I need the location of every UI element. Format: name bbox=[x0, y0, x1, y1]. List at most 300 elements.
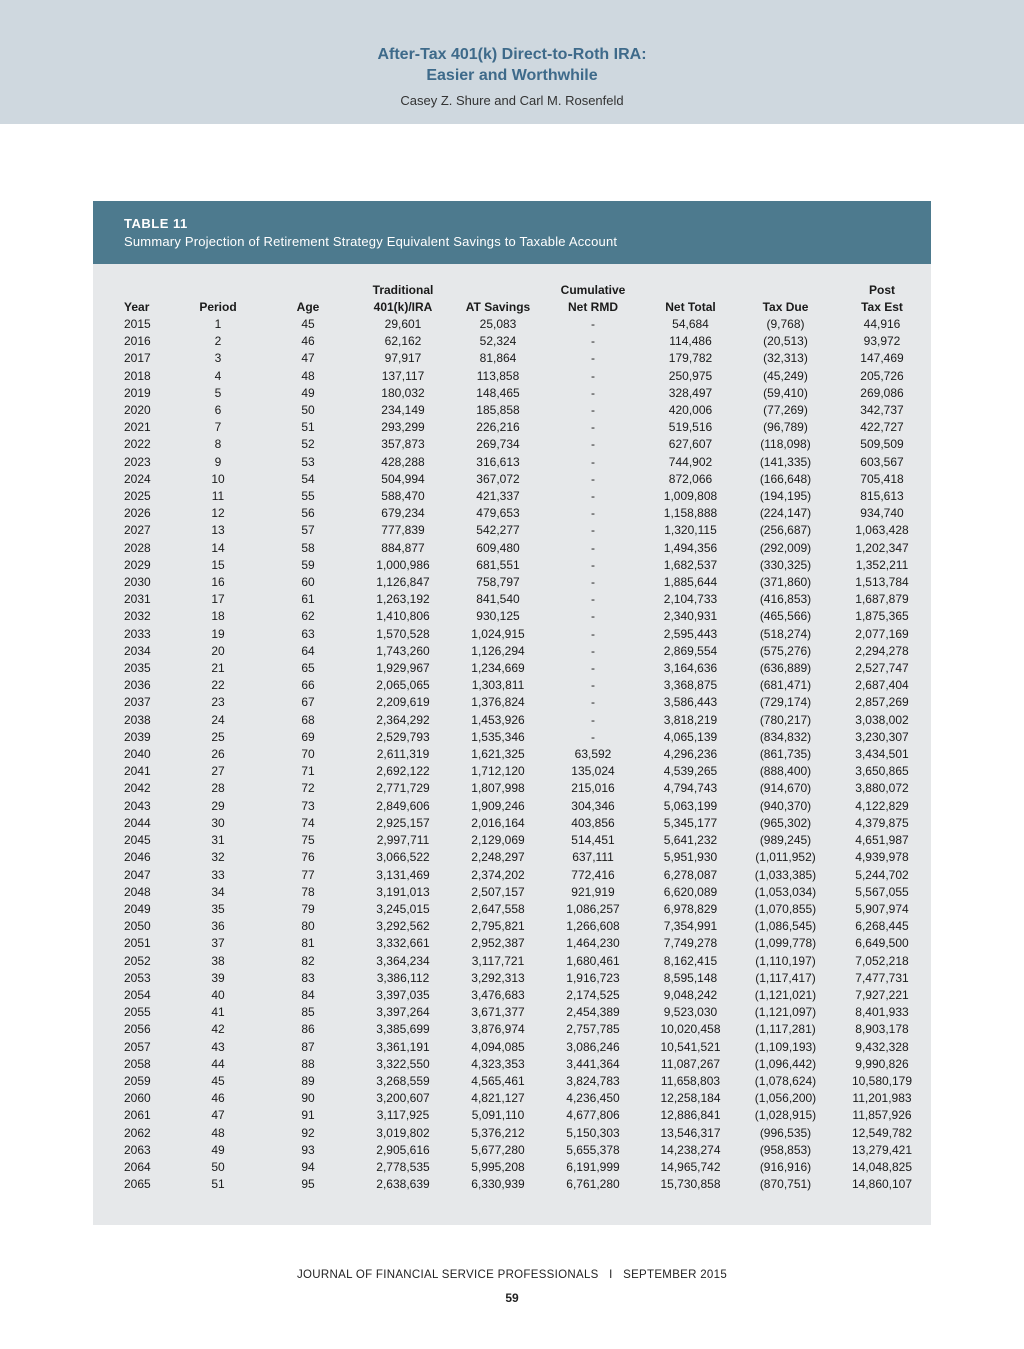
table-cell: 3,200,607 bbox=[376, 1091, 430, 1106]
table-cell: 45 bbox=[211, 1073, 225, 1088]
table-cell: 6,761,280 bbox=[566, 1177, 620, 1192]
table-cell: 5,677,280 bbox=[471, 1142, 525, 1157]
table-cell: 4,539,265 bbox=[663, 764, 718, 779]
table-cell: 4,323,353 bbox=[471, 1056, 525, 1071]
table-row bbox=[93, 1039, 931, 1056]
table-cell: 6,330,939 bbox=[471, 1177, 525, 1192]
table-cell: 679,234 bbox=[381, 506, 425, 521]
column-header: Age bbox=[296, 300, 320, 314]
table-row bbox=[93, 987, 931, 1004]
table-cell: 2,757,785 bbox=[566, 1022, 620, 1037]
table-cell: 11 bbox=[211, 489, 225, 504]
table-cell: (1,070,855) bbox=[754, 901, 817, 916]
table-cell: (1,011,952) bbox=[755, 850, 816, 865]
table-cell: 2058 bbox=[124, 1056, 151, 1071]
table-cell: 137,117 bbox=[381, 368, 425, 383]
table-cell: 5,091,110 bbox=[471, 1108, 525, 1123]
table-row bbox=[93, 712, 931, 729]
table-cell: 9,990,826 bbox=[855, 1056, 909, 1071]
table-cell: 10 bbox=[211, 471, 225, 486]
table-cell: 6,620,089 bbox=[663, 884, 718, 899]
table-cell: 2061 bbox=[124, 1108, 151, 1123]
table-cell: 20 bbox=[211, 643, 225, 658]
table-cell: 1,464,230 bbox=[566, 936, 620, 951]
table-cell: 2040 bbox=[124, 747, 151, 762]
table-cell: 357,873 bbox=[381, 437, 425, 452]
table-cell: 17 bbox=[211, 592, 225, 607]
table-row bbox=[93, 540, 931, 557]
table-cell: 9,048,242 bbox=[663, 987, 718, 1002]
table-cell: 6 bbox=[214, 403, 222, 418]
table-row bbox=[93, 849, 931, 866]
table-row bbox=[93, 1107, 931, 1124]
table-cell: 1,535,346 bbox=[471, 729, 525, 744]
table-cell: 7,749,278 bbox=[663, 936, 718, 951]
column-header: Cumulative Net RMD bbox=[560, 283, 626, 314]
table-cell: 64 bbox=[301, 643, 315, 658]
table-cell: 13,279,421 bbox=[851, 1142, 913, 1157]
table-cell: 2056 bbox=[124, 1022, 151, 1037]
table-row bbox=[93, 815, 931, 832]
table-cell: 8,401,933 bbox=[855, 1005, 909, 1020]
table-cell: 1,909,246 bbox=[471, 798, 525, 813]
table-cell: 2044 bbox=[124, 815, 151, 830]
table-cell: 9,432,328 bbox=[855, 1039, 909, 1054]
table-cell: 12,549,782 bbox=[851, 1125, 913, 1140]
table-cell: 28 bbox=[211, 781, 225, 796]
table-cell: 6,268,445 bbox=[855, 919, 909, 934]
table-cell: 2031 bbox=[124, 592, 151, 607]
table-cell: 37 bbox=[211, 936, 225, 951]
table-cell: 50 bbox=[211, 1159, 225, 1174]
table-cell: 67 bbox=[301, 695, 315, 710]
table-cell: - bbox=[591, 351, 595, 366]
table-cell: 3,397,035 bbox=[376, 987, 430, 1002]
table-cell: 2,647,558 bbox=[471, 901, 525, 916]
table-cell: (9,768) bbox=[766, 317, 805, 331]
table-cell: (256,687) bbox=[759, 523, 812, 538]
table-row bbox=[93, 436, 931, 453]
table-cell: 1,303,811 bbox=[471, 678, 525, 693]
table-cell: (45,249) bbox=[763, 368, 808, 383]
table-cell: 637,111 bbox=[572, 850, 614, 865]
table-cell: 74 bbox=[301, 815, 315, 830]
table-row bbox=[93, 1090, 931, 1107]
table-cell: 93 bbox=[301, 1142, 315, 1157]
table-cell: 4,677,806 bbox=[566, 1108, 620, 1123]
table-cell: 367,072 bbox=[476, 471, 520, 486]
table-cell: 2,869,554 bbox=[663, 643, 718, 658]
table-cell: 1,202,347 bbox=[855, 540, 909, 555]
table-cell: 19 bbox=[211, 626, 225, 641]
table-cell: 2051 bbox=[124, 936, 151, 951]
table-cell: 1,929,967 bbox=[376, 661, 430, 676]
table-cell: 1,263,192 bbox=[376, 592, 430, 607]
table-cell: 3,368,875 bbox=[663, 678, 718, 693]
table-cell: 10,020,458 bbox=[660, 1022, 721, 1037]
column-header: Traditional 401(k)/IRA bbox=[372, 283, 434, 314]
table-cell: 1,885,644 bbox=[663, 575, 718, 590]
table-cell: 3,364,234 bbox=[376, 953, 430, 968]
table-cell: 46 bbox=[211, 1091, 225, 1106]
table-cell: 2019 bbox=[124, 385, 151, 400]
table-cell: 9,523,030 bbox=[663, 1005, 718, 1020]
table-cell: 59 bbox=[301, 557, 315, 572]
table-cell: 3,038,002 bbox=[855, 712, 909, 727]
table-cell: 61 bbox=[301, 592, 315, 607]
table-cell: 2042 bbox=[124, 781, 151, 796]
table-row bbox=[93, 729, 931, 746]
table-cell: 3,386,112 bbox=[376, 970, 430, 985]
table-cell: 758,797 bbox=[476, 575, 520, 590]
table-cell: (916,916) bbox=[759, 1159, 812, 1174]
table-cell: (1,117,417) bbox=[755, 970, 816, 985]
table-cell: 11,201,983 bbox=[852, 1091, 912, 1106]
table-row bbox=[93, 488, 931, 505]
article-authors: Casey Z. Shure and Carl M. Rosenfeld bbox=[400, 93, 624, 108]
table-cell: - bbox=[591, 540, 595, 555]
table-cell: 2,209,619 bbox=[376, 695, 430, 710]
table-cell: 2,905,616 bbox=[376, 1142, 430, 1157]
table-cell: 3 bbox=[214, 351, 222, 366]
table-cell: 5,951,930 bbox=[663, 850, 718, 865]
table-cell: (1,096,442) bbox=[754, 1056, 817, 1071]
table-cell: (1,121,097) bbox=[754, 1005, 817, 1020]
table-cell: 2027 bbox=[124, 523, 151, 538]
column-header: Period bbox=[199, 300, 237, 314]
table-cell: 49 bbox=[301, 385, 315, 400]
table-cell: 31 bbox=[211, 833, 225, 848]
table-cell: 45 bbox=[301, 317, 315, 331]
table-cell: 18 bbox=[211, 609, 225, 624]
table-cell: - bbox=[591, 489, 595, 504]
table-cell: 2,364,292 bbox=[376, 712, 430, 727]
table-cell: 2021 bbox=[124, 420, 151, 435]
table-cell: 1,126,847 bbox=[376, 575, 430, 590]
table-cell: 3,818,219 bbox=[663, 712, 718, 727]
table-cell: 4,939,978 bbox=[855, 850, 909, 865]
table-cell: 2039 bbox=[124, 729, 151, 744]
table-cell: 2034 bbox=[124, 643, 151, 658]
table-cell: 34 bbox=[211, 884, 225, 899]
table-cell: (96,789) bbox=[763, 420, 808, 435]
table-cell: 519,516 bbox=[668, 420, 713, 435]
table-cell: 47 bbox=[301, 351, 315, 366]
table-cell: 41 bbox=[211, 1005, 225, 1020]
table-cell: (996,535) bbox=[759, 1125, 812, 1140]
table-cell: 4,296,236 bbox=[663, 747, 718, 762]
table-cell: 2050 bbox=[124, 919, 151, 934]
table-cell: 42 bbox=[211, 1022, 225, 1037]
table-row bbox=[93, 780, 931, 797]
table-cell: 43 bbox=[211, 1039, 225, 1054]
table-caption: Summary Projection of Retirement Strategy Equivalent Savings to Taxable Account bbox=[124, 234, 618, 249]
table-cell: 3,164,636 bbox=[663, 661, 718, 676]
table-cell: (118,098) bbox=[760, 437, 811, 452]
table-cell: 7,927,221 bbox=[855, 987, 909, 1002]
table-row bbox=[93, 350, 931, 367]
table-cell: 705,418 bbox=[860, 471, 904, 486]
table-cell: 53 bbox=[301, 454, 315, 469]
table-cell: 2025 bbox=[124, 489, 151, 504]
table-cell: 777,839 bbox=[381, 523, 425, 538]
table-cell: 148,465 bbox=[476, 385, 520, 400]
table-cell: 504,994 bbox=[381, 471, 425, 486]
table-cell: 1,009,808 bbox=[663, 489, 718, 504]
table-cell: 135,024 bbox=[571, 764, 615, 779]
table-cell: 4,651,987 bbox=[855, 833, 909, 848]
table-cell: 234,149 bbox=[381, 403, 425, 418]
table-cell: 3,117,925 bbox=[376, 1108, 430, 1123]
table-cell: 2064 bbox=[124, 1159, 151, 1174]
table-cell: 179,782 bbox=[668, 351, 713, 366]
table-cell: 2038 bbox=[124, 712, 151, 727]
table-cell: 113,858 bbox=[476, 368, 520, 383]
table-cell: 2,507,157 bbox=[471, 884, 525, 899]
table-cell: 86 bbox=[301, 1022, 315, 1037]
table-cell: 403,856 bbox=[571, 815, 615, 830]
table-cell: 68 bbox=[301, 712, 315, 727]
table-cell: 1,621,325 bbox=[471, 747, 525, 762]
table-row bbox=[93, 385, 931, 402]
table-cell: 2,687,404 bbox=[855, 678, 909, 693]
table-cell: 2,925,157 bbox=[376, 815, 430, 830]
table-cell: (1,121,021) bbox=[754, 987, 817, 1002]
table-cell: 1,712,120 bbox=[471, 764, 525, 779]
table-cell: 1,687,879 bbox=[855, 592, 909, 607]
table-cell: 55 bbox=[301, 489, 315, 504]
table-cell: 1,234,669 bbox=[471, 661, 525, 676]
table-cell: (1,053,034) bbox=[754, 884, 817, 899]
table-cell: 2037 bbox=[124, 695, 151, 710]
table-cell: (729,174) bbox=[759, 695, 812, 710]
table-cell: 2,529,793 bbox=[376, 729, 430, 744]
table-cell: 5,641,232 bbox=[663, 833, 718, 848]
table-cell: 93,972 bbox=[863, 334, 901, 349]
table-cell: 65 bbox=[301, 661, 315, 676]
table-cell: 2,771,729 bbox=[376, 781, 430, 796]
table-cell: 70 bbox=[301, 747, 315, 762]
table-cell: 627,607 bbox=[668, 437, 713, 452]
table-cell: (77,269) bbox=[763, 403, 808, 418]
table-cell: 38 bbox=[211, 953, 225, 968]
table-cell: 2030 bbox=[124, 575, 151, 590]
table-cell: 48 bbox=[301, 368, 315, 383]
table-cell: 422,727 bbox=[860, 420, 904, 435]
table-cell: 11,087,267 bbox=[660, 1056, 721, 1071]
table-cell: 226,216 bbox=[476, 420, 520, 435]
table-cell: 3,066,522 bbox=[376, 850, 430, 865]
table-cell: 5,907,974 bbox=[855, 901, 909, 916]
table-cell: 60 bbox=[301, 575, 315, 590]
table-cell: 1,743,260 bbox=[376, 643, 430, 658]
table-cell: 5,244,702 bbox=[855, 867, 909, 882]
column-header: AT Savings bbox=[465, 300, 531, 314]
table-cell: 2,016,164 bbox=[471, 815, 525, 830]
table-cell: 1,063,428 bbox=[855, 523, 909, 538]
table-cell: 2,454,389 bbox=[566, 1005, 620, 1020]
table-row bbox=[93, 1176, 931, 1193]
table-cell: 49 bbox=[211, 1142, 225, 1157]
table-cell: 82 bbox=[301, 953, 315, 968]
table-cell: 5 bbox=[214, 385, 222, 400]
table-row bbox=[93, 368, 931, 385]
table-cell: 8,595,148 bbox=[663, 970, 718, 985]
table-cell: 47 bbox=[211, 1108, 225, 1123]
table-cell: 57 bbox=[301, 523, 315, 538]
table-cell: 15,730,858 bbox=[660, 1177, 721, 1192]
table-cell: (870,751) bbox=[759, 1177, 812, 1192]
table-cell: 3,397,264 bbox=[376, 1005, 430, 1020]
table-cell: 6,278,087 bbox=[663, 867, 718, 882]
table-row bbox=[93, 798, 931, 815]
table-cell: - bbox=[591, 317, 595, 331]
table-cell: 25,083 bbox=[479, 317, 517, 331]
header-band bbox=[0, 0, 1024, 124]
table-cell: 29 bbox=[211, 798, 225, 813]
table-cell: 509,509 bbox=[860, 437, 904, 452]
table-cell: 2029 bbox=[124, 557, 151, 572]
table-cell: 930,125 bbox=[476, 609, 520, 624]
table-cell: 1,086,257 bbox=[566, 901, 620, 916]
table-row bbox=[93, 1056, 931, 1073]
projection-table bbox=[93, 282, 931, 1193]
table-cell: 2033 bbox=[124, 626, 151, 641]
column-header: Year bbox=[124, 300, 150, 314]
table-cell: - bbox=[591, 454, 595, 469]
table-cell: - bbox=[591, 712, 595, 727]
table-cell: 2047 bbox=[124, 867, 151, 882]
table-row bbox=[93, 505, 931, 522]
table-cell: 744,902 bbox=[668, 454, 713, 469]
table-cell: 3,292,562 bbox=[376, 919, 430, 934]
table-row bbox=[93, 660, 931, 677]
table-cell: (1,028,915) bbox=[754, 1108, 817, 1123]
table-cell: 8,162,415 bbox=[663, 953, 718, 968]
table-cell: 1,158,888 bbox=[663, 506, 718, 521]
table-cell: 2060 bbox=[124, 1091, 151, 1106]
table-cell: - bbox=[591, 592, 595, 607]
table-cell: 2,077,169 bbox=[855, 626, 909, 641]
table-cell: - bbox=[591, 661, 595, 676]
table-cell: (194,195) bbox=[759, 489, 812, 504]
table-cell: 3,117,721 bbox=[471, 953, 525, 968]
table-cell: 4,565,461 bbox=[471, 1073, 525, 1088]
table-cell: 54,684 bbox=[672, 317, 709, 331]
table-cell: 7,052,218 bbox=[855, 953, 909, 968]
table-cell: 51 bbox=[301, 420, 315, 435]
table-cell: (1,078,624) bbox=[754, 1073, 817, 1088]
table-cell: 1,320,115 bbox=[664, 523, 717, 538]
table-cell: 420,006 bbox=[668, 403, 713, 418]
table-cell: 9 bbox=[214, 454, 222, 469]
table-cell: 772,416 bbox=[571, 867, 615, 882]
table-row bbox=[93, 471, 931, 488]
table-cell: 12,886,841 bbox=[660, 1108, 721, 1123]
table-cell: (681,471) bbox=[759, 678, 812, 693]
table-cell: 2023 bbox=[124, 454, 151, 469]
table-cell: 52,324 bbox=[479, 334, 517, 349]
table-cell: (20,513) bbox=[763, 334, 808, 349]
table-row bbox=[93, 454, 931, 471]
table-cell: 81 bbox=[301, 936, 315, 951]
table-cell: 3,434,501 bbox=[855, 747, 909, 762]
column-header: Tax Due bbox=[762, 300, 809, 314]
article-title-line1: After-Tax 401(k) Direct-to-Roth IRA: bbox=[377, 46, 647, 63]
table-cell: 35 bbox=[211, 901, 225, 916]
table-cell: 11,857,926 bbox=[852, 1108, 912, 1123]
table-cell: 2,692,122 bbox=[376, 764, 430, 779]
table-cell: - bbox=[591, 695, 595, 710]
table-cell: 3,332,661 bbox=[376, 936, 430, 951]
table-row bbox=[93, 935, 931, 952]
table-cell: 542,277 bbox=[476, 523, 520, 538]
table-cell: 3,292,313 bbox=[471, 970, 525, 985]
table-cell: 83 bbox=[301, 970, 315, 985]
table-cell: 1,570,528 bbox=[376, 626, 430, 641]
table-cell: 681,551 bbox=[476, 557, 520, 572]
table-header-row bbox=[93, 282, 931, 316]
table-cell: 13,546,317 bbox=[660, 1125, 721, 1140]
table-cell: 40 bbox=[211, 987, 225, 1002]
table-row bbox=[93, 557, 931, 574]
table-cell: 1,513,784 bbox=[855, 575, 909, 590]
table-cell: 21 bbox=[211, 661, 225, 676]
table-cell: 3,441,364 bbox=[566, 1056, 620, 1071]
table-cell: 81,864 bbox=[479, 351, 517, 366]
table-cell: 7,477,731 bbox=[855, 970, 909, 985]
table-cell: 7,354,991 bbox=[663, 919, 718, 934]
table-cell: 2055 bbox=[124, 1005, 151, 1020]
table-cell: (1,117,281) bbox=[755, 1022, 816, 1037]
table-cell: 1,680,461 bbox=[566, 953, 620, 968]
table-cell: (518,274) bbox=[759, 626, 812, 641]
table-row bbox=[93, 608, 931, 625]
table-row bbox=[93, 867, 931, 884]
table-label: TABLE 11 bbox=[124, 216, 188, 231]
table-cell: 3,230,307 bbox=[855, 729, 909, 744]
table-cell: 79 bbox=[301, 901, 315, 916]
table-cell: 3,650,865 bbox=[855, 764, 909, 779]
table-cell: 2043 bbox=[124, 798, 151, 813]
table-cell: 3,019,802 bbox=[376, 1125, 430, 1140]
table-cell: - bbox=[591, 729, 595, 744]
table-cell: 44,916 bbox=[863, 317, 901, 331]
table-row bbox=[93, 626, 931, 643]
table-cell: 1,266,608 bbox=[566, 919, 620, 934]
table-row bbox=[93, 1142, 931, 1159]
table-cell: 2,778,535 bbox=[376, 1159, 430, 1174]
table-row bbox=[93, 1159, 931, 1176]
table-cell: - bbox=[591, 437, 595, 452]
table-cell: 22 bbox=[211, 678, 225, 693]
table-cell: 250,975 bbox=[668, 368, 713, 383]
table-cell: 2018 bbox=[124, 368, 151, 383]
table-cell: 180,032 bbox=[381, 385, 425, 400]
table-cell: 421,337 bbox=[476, 489, 520, 504]
table-cell: 147,469 bbox=[860, 351, 904, 366]
table-cell: 3,191,013 bbox=[376, 884, 430, 899]
table-cell: 1,453,926 bbox=[471, 712, 525, 727]
table-cell: 2065 bbox=[124, 1177, 151, 1192]
table-cell: 14,048,825 bbox=[851, 1159, 913, 1174]
table-cell: 1,376,824 bbox=[471, 695, 525, 710]
table-row bbox=[93, 677, 931, 694]
table-cell: 84 bbox=[301, 987, 315, 1002]
table-cell: 69 bbox=[301, 729, 315, 744]
table-cell: 76 bbox=[301, 850, 315, 865]
table-cell: 3,880,072 bbox=[855, 781, 909, 796]
